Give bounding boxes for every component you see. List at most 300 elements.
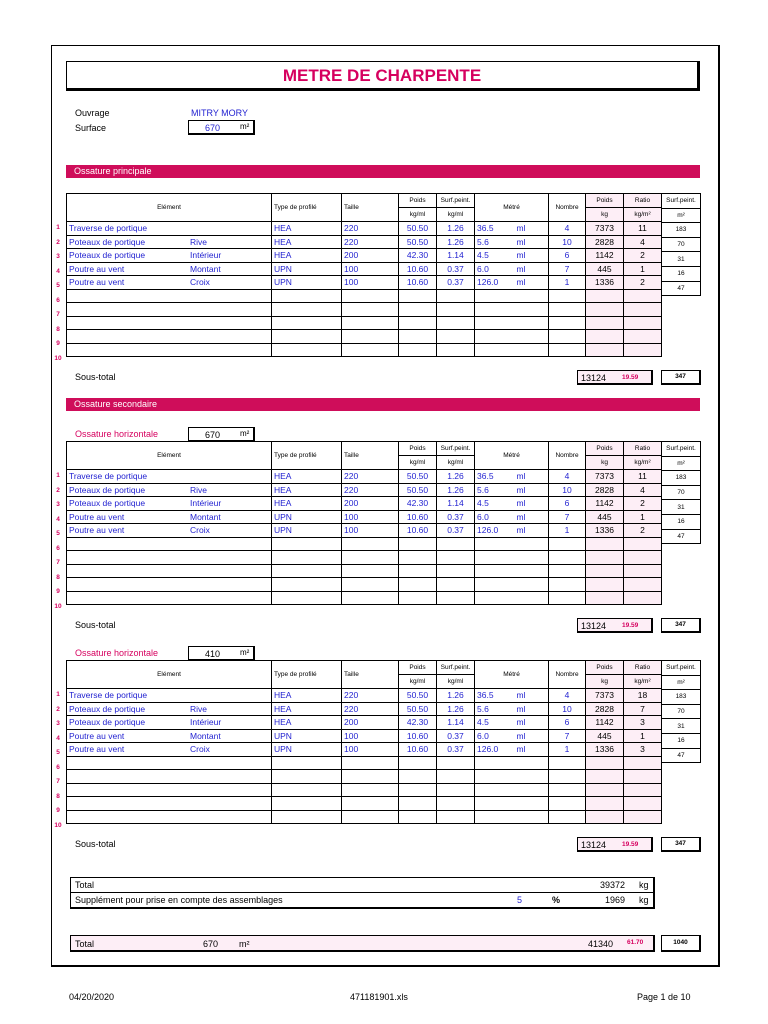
col-element: Elément bbox=[67, 661, 272, 689]
cell-element bbox=[67, 289, 272, 303]
cell-poids bbox=[399, 797, 437, 811]
cell-poids-kg: 2828 bbox=[586, 235, 624, 249]
col-ratio-unit: kg/m² bbox=[624, 208, 662, 222]
cell-metre bbox=[475, 316, 515, 330]
cell-metre: 5.6 bbox=[475, 483, 515, 497]
table-row bbox=[67, 289, 662, 303]
col-nombre: Nombre bbox=[549, 661, 586, 689]
cell-taille bbox=[342, 316, 399, 330]
ouvrage-value: MITRY MORY bbox=[191, 108, 249, 118]
subsection-label: Ossature horizontale bbox=[75, 429, 159, 439]
table-header-row bbox=[67, 442, 662, 456]
cell-ratio bbox=[624, 343, 662, 357]
cell-nombre: 10 bbox=[549, 235, 586, 249]
col-element: Elément bbox=[67, 194, 272, 222]
surf-peint-value: 16 bbox=[662, 733, 701, 748]
cell-metre-unit: ml bbox=[515, 262, 549, 276]
cell-element bbox=[67, 276, 272, 290]
cell-poids bbox=[399, 551, 437, 565]
cell-metre-unit: ml bbox=[515, 483, 549, 497]
cell-ratio bbox=[624, 810, 662, 824]
row-number: 3 bbox=[56, 720, 60, 727]
cell-metre: 126.0 bbox=[475, 524, 515, 538]
element-sub: Intérieur bbox=[190, 250, 222, 260]
cell-ratio: 3 bbox=[624, 743, 662, 757]
table-row bbox=[67, 276, 662, 290]
col-poids-kg: Poids bbox=[586, 194, 624, 208]
surf-peint-header: Surf.peint. bbox=[662, 661, 701, 676]
cell-poids-kg: 445 bbox=[586, 262, 624, 276]
element-sub: Intérieur bbox=[190, 498, 222, 508]
cell-poids bbox=[399, 564, 437, 578]
table-row bbox=[67, 591, 662, 605]
cell-metre-unit: ml bbox=[515, 276, 549, 290]
cell-poids bbox=[399, 770, 437, 784]
row-number: 5 bbox=[56, 530, 60, 537]
row-number: 2 bbox=[56, 705, 60, 713]
cell-poids bbox=[399, 810, 437, 824]
cell-element bbox=[67, 578, 272, 592]
col-ratio: Ratio bbox=[624, 661, 662, 675]
cell-nombre: 1 bbox=[549, 743, 586, 757]
cell-taille: 100 bbox=[342, 510, 399, 524]
row-number: 9 bbox=[56, 340, 60, 347]
cell-metre bbox=[475, 330, 515, 344]
cell-nombre bbox=[549, 578, 586, 592]
cell-type: HEA bbox=[272, 470, 342, 484]
element-sub: Croix bbox=[190, 525, 210, 535]
element-name: Poutre au vent bbox=[69, 277, 125, 288]
col-poids: Poids bbox=[399, 194, 437, 208]
surf-peint-value: 183 bbox=[662, 471, 701, 486]
cell-taille: 100 bbox=[342, 276, 399, 290]
cell-metre bbox=[475, 578, 515, 592]
cell-ratio: 2 bbox=[624, 276, 662, 290]
cell-metre bbox=[475, 303, 515, 317]
cell-nombre bbox=[549, 303, 586, 317]
cell-surf: 1.14 bbox=[437, 497, 475, 511]
subsection-surface-value: 410 bbox=[205, 649, 221, 659]
cell-metre-unit bbox=[515, 783, 549, 797]
cell-metre-unit bbox=[515, 797, 549, 811]
cell-poids-kg: 1336 bbox=[586, 276, 624, 290]
row-number: 10 bbox=[54, 354, 62, 362]
table-row bbox=[67, 578, 662, 592]
cell-metre: 36.5 bbox=[475, 689, 515, 703]
row-number: 9 bbox=[56, 588, 60, 595]
surf-peint-value: 47 bbox=[662, 748, 701, 763]
col-poids-unit: kg/ml bbox=[399, 675, 437, 689]
cell-ratio bbox=[624, 316, 662, 330]
cell-metre: 6.0 bbox=[475, 262, 515, 276]
element-name: Traverse de portique bbox=[69, 690, 148, 701]
footer-filename: 471181901.xls bbox=[350, 992, 408, 1002]
cell-type: UPN bbox=[272, 510, 342, 524]
cell-metre-unit: ml bbox=[515, 497, 549, 511]
row-number: 1 bbox=[56, 472, 60, 479]
cell-poids-kg: 1142 bbox=[586, 249, 624, 263]
col-type: Type de profilé bbox=[272, 661, 342, 689]
cell-ratio: 2 bbox=[624, 524, 662, 538]
cell-element bbox=[67, 716, 272, 730]
cell-type: UPN bbox=[272, 276, 342, 290]
cell-poids-kg bbox=[586, 591, 624, 605]
cell-element bbox=[67, 262, 272, 276]
col-surf-unit: kg/ml bbox=[437, 675, 475, 689]
cell-taille bbox=[342, 756, 399, 770]
table-row bbox=[67, 303, 662, 317]
row-number: 2 bbox=[56, 238, 60, 246]
cell-surf bbox=[437, 303, 475, 317]
section-bar: Ossature secondaire bbox=[66, 398, 700, 411]
surf-peint-header: Surf.peint. bbox=[662, 194, 701, 209]
cell-taille bbox=[342, 343, 399, 357]
row-number: 7 bbox=[56, 559, 60, 566]
cell-surf: 1.26 bbox=[437, 689, 475, 703]
subsection-surface-unit: m² bbox=[240, 429, 250, 438]
cell-taille bbox=[342, 770, 399, 784]
cell-element bbox=[67, 689, 272, 703]
cell-surf: 0.37 bbox=[437, 276, 475, 290]
cell-poids-kg: 445 bbox=[586, 510, 624, 524]
col-poids: Poids bbox=[399, 442, 437, 456]
table-row bbox=[67, 783, 662, 797]
col-metre: Métré bbox=[475, 442, 549, 470]
surf-peint-unit: m² bbox=[662, 456, 701, 471]
cell-surf bbox=[437, 783, 475, 797]
subsection-surface-value: 670 bbox=[205, 430, 221, 440]
cell-metre bbox=[475, 564, 515, 578]
row-number: 4 bbox=[56, 734, 60, 742]
surf-peint-unit: m² bbox=[662, 208, 701, 223]
cell-poids-kg: 1142 bbox=[586, 716, 624, 730]
row-number: 6 bbox=[56, 296, 60, 304]
grand-total-surf: 1040 bbox=[673, 939, 688, 946]
cell-poids: 10.60 bbox=[399, 743, 437, 757]
cell-ratio: 3 bbox=[624, 716, 662, 730]
cell-element bbox=[67, 743, 272, 757]
cell-taille bbox=[342, 591, 399, 605]
cell-surf bbox=[437, 756, 475, 770]
table-row bbox=[67, 470, 662, 484]
cell-metre-unit bbox=[515, 578, 549, 592]
cell-poids: 10.60 bbox=[399, 276, 437, 290]
row-number: 3 bbox=[56, 253, 60, 260]
row-number: 4 bbox=[56, 267, 60, 275]
cell-nombre bbox=[549, 797, 586, 811]
cell-taille: 100 bbox=[342, 729, 399, 743]
cell-ratio: 4 bbox=[624, 235, 662, 249]
cell-poids-kg: 2828 bbox=[586, 483, 624, 497]
cell-surf bbox=[437, 330, 475, 344]
element-name: Poteaux de portique bbox=[69, 717, 146, 728]
cell-poids: 50.50 bbox=[399, 235, 437, 249]
cell-poids-kg: 2828 bbox=[586, 702, 624, 716]
cell-taille bbox=[342, 551, 399, 565]
metre-table bbox=[66, 660, 662, 824]
cell-poids-kg bbox=[586, 756, 624, 770]
surf-peint-column bbox=[661, 193, 701, 296]
cell-surf bbox=[437, 564, 475, 578]
cell-nombre bbox=[549, 343, 586, 357]
cell-poids bbox=[399, 303, 437, 317]
cell-poids bbox=[399, 289, 437, 303]
cell-poids: 50.50 bbox=[399, 689, 437, 703]
sous-total-surf: 347 bbox=[675, 373, 686, 380]
surface-label: Surface bbox=[75, 123, 107, 133]
row-number: 6 bbox=[56, 763, 60, 771]
cell-ratio bbox=[624, 756, 662, 770]
table-header-row bbox=[67, 194, 662, 208]
cell-ratio bbox=[624, 578, 662, 592]
cell-taille: 100 bbox=[342, 743, 399, 757]
cell-element bbox=[67, 756, 272, 770]
cell-metre bbox=[475, 343, 515, 357]
table-row bbox=[67, 756, 662, 770]
col-nombre: Nombre bbox=[549, 194, 586, 222]
row-number: 3 bbox=[56, 501, 60, 508]
cell-taille: 220 bbox=[342, 222, 399, 236]
col-ratio-unit: kg/m² bbox=[624, 456, 662, 470]
cell-nombre bbox=[549, 783, 586, 797]
cell-element bbox=[67, 470, 272, 484]
cell-ratio bbox=[624, 303, 662, 317]
grand-total-ratio: 61.70 bbox=[627, 939, 644, 946]
cell-element bbox=[67, 497, 272, 511]
cell-metre-unit bbox=[515, 343, 549, 357]
cell-poids-kg: 7373 bbox=[586, 689, 624, 703]
cell-ratio: 7 bbox=[624, 702, 662, 716]
cell-metre-unit: ml bbox=[515, 702, 549, 716]
cell-poids bbox=[399, 330, 437, 344]
cell-metre bbox=[475, 591, 515, 605]
cell-taille: 200 bbox=[342, 497, 399, 511]
cell-type: UPN bbox=[272, 262, 342, 276]
cell-poids-kg bbox=[586, 797, 624, 811]
surf-peint-unit: m² bbox=[662, 675, 701, 690]
cell-surf: 0.37 bbox=[437, 510, 475, 524]
cell-poids: 42.30 bbox=[399, 497, 437, 511]
supplement-percent: 5 bbox=[517, 895, 523, 905]
cell-poids: 10.60 bbox=[399, 729, 437, 743]
cell-metre-unit: ml bbox=[515, 222, 549, 236]
cell-surf: 1.14 bbox=[437, 716, 475, 730]
cell-ratio: 18 bbox=[624, 689, 662, 703]
cell-poids: 42.30 bbox=[399, 716, 437, 730]
sous-total-ratio: 19.59 bbox=[622, 841, 639, 848]
element-name: Poutre au vent bbox=[69, 730, 125, 741]
cell-taille bbox=[342, 303, 399, 317]
grand-total-box bbox=[70, 935, 655, 952]
summary-total-label: Total bbox=[75, 880, 95, 890]
cell-metre bbox=[475, 810, 515, 824]
element-sub: Croix bbox=[190, 277, 210, 287]
cell-metre-unit bbox=[515, 551, 549, 565]
cell-type bbox=[272, 537, 342, 551]
cell-ratio: 1 bbox=[624, 262, 662, 276]
cell-surf: 0.37 bbox=[437, 524, 475, 538]
cell-taille bbox=[342, 289, 399, 303]
sous-total-kg: 13124 bbox=[581, 621, 607, 631]
cell-poids-kg bbox=[586, 316, 624, 330]
col-nombre: Nombre bbox=[549, 442, 586, 470]
cell-metre: 6.0 bbox=[475, 729, 515, 743]
cell-nombre bbox=[549, 551, 586, 565]
grand-total-surface-unit: m² bbox=[239, 939, 250, 949]
cell-poids-kg bbox=[586, 343, 624, 357]
col-taille: Taille bbox=[342, 661, 399, 689]
surf-peint-column bbox=[661, 441, 701, 544]
cell-metre-unit: ml bbox=[515, 743, 549, 757]
cell-ratio bbox=[624, 289, 662, 303]
cell-element bbox=[67, 330, 272, 344]
cell-poids-kg bbox=[586, 289, 624, 303]
surf-peint-value: 183 bbox=[662, 690, 701, 705]
cell-element bbox=[67, 510, 272, 524]
table-row bbox=[67, 810, 662, 824]
element-name: Poutre au vent bbox=[69, 525, 125, 536]
supplement-percent-sign: % bbox=[552, 895, 561, 905]
element-sub: Montant bbox=[190, 263, 221, 274]
cell-surf bbox=[437, 770, 475, 784]
cell-poids bbox=[399, 578, 437, 592]
cell-taille: 220 bbox=[342, 702, 399, 716]
element-name: Poteaux de portique bbox=[69, 250, 146, 261]
surf-peint-value: 47 bbox=[662, 281, 701, 296]
cell-poids bbox=[399, 756, 437, 770]
cell-nombre bbox=[549, 564, 586, 578]
cell-metre-unit bbox=[515, 330, 549, 344]
cell-poids-kg bbox=[586, 303, 624, 317]
col-surf: Surf.peint. bbox=[437, 442, 475, 456]
cell-nombre: 6 bbox=[549, 249, 586, 263]
cell-poids: 50.50 bbox=[399, 470, 437, 484]
supplement-kg: 1969 bbox=[604, 895, 625, 905]
cell-element bbox=[67, 702, 272, 716]
cell-poids bbox=[399, 343, 437, 357]
col-surf-unit: kg/ml bbox=[437, 208, 475, 222]
cell-metre-unit: ml bbox=[515, 470, 549, 484]
sous-total-surf: 347 bbox=[675, 621, 686, 628]
cell-type: HEA bbox=[272, 235, 342, 249]
surface-value: 670 bbox=[205, 123, 221, 133]
cell-taille: 220 bbox=[342, 689, 399, 703]
row-number: 10 bbox=[54, 602, 62, 610]
cell-poids bbox=[399, 783, 437, 797]
cell-type: HEA bbox=[272, 716, 342, 730]
col-poids-kg-unit: kg bbox=[586, 208, 624, 222]
cell-ratio: 1 bbox=[624, 729, 662, 743]
cell-ratio: 11 bbox=[624, 470, 662, 484]
cell-poids: 50.50 bbox=[399, 222, 437, 236]
cell-metre: 4.5 bbox=[475, 249, 515, 263]
footer-page-number: Page 1 de 10 bbox=[637, 992, 691, 1002]
cell-metre-unit bbox=[515, 303, 549, 317]
col-surf: Surf.peint. bbox=[437, 661, 475, 675]
cell-surf: 1.14 bbox=[437, 249, 475, 263]
table-row bbox=[67, 537, 662, 551]
row-number: 8 bbox=[56, 325, 60, 333]
cell-element bbox=[67, 564, 272, 578]
cell-taille: 200 bbox=[342, 249, 399, 263]
cell-element bbox=[67, 249, 272, 263]
cell-nombre bbox=[549, 770, 586, 784]
element-sub: Croix bbox=[190, 744, 210, 754]
sous-total-label: Sous-total bbox=[75, 620, 116, 630]
cell-nombre: 7 bbox=[549, 510, 586, 524]
table-row bbox=[67, 222, 662, 236]
cell-surf: 1.26 bbox=[437, 235, 475, 249]
cell-metre-unit bbox=[515, 591, 549, 605]
col-ratio-unit: kg/m² bbox=[624, 675, 662, 689]
cell-metre-unit bbox=[515, 810, 549, 824]
cell-ratio bbox=[624, 783, 662, 797]
cell-poids-kg bbox=[586, 578, 624, 592]
sous-total-label: Sous-total bbox=[75, 839, 116, 849]
table-row bbox=[67, 716, 662, 730]
surf-peint-value: 70 bbox=[662, 485, 701, 500]
cell-metre bbox=[475, 289, 515, 303]
cell-metre bbox=[475, 783, 515, 797]
cell-type bbox=[272, 783, 342, 797]
cell-surf bbox=[437, 591, 475, 605]
section-bar: Ossature principale bbox=[66, 165, 700, 178]
cell-surf bbox=[437, 316, 475, 330]
col-poids: Poids bbox=[399, 661, 437, 675]
cell-surf: 1.26 bbox=[437, 483, 475, 497]
col-poids-kg: Poids bbox=[586, 442, 624, 456]
cell-element bbox=[67, 524, 272, 538]
table-row bbox=[67, 743, 662, 757]
col-poids-kg: Poids bbox=[586, 661, 624, 675]
cell-nombre: 6 bbox=[549, 716, 586, 730]
cell-surf: 1.26 bbox=[437, 222, 475, 236]
col-poids-unit: kg/ml bbox=[399, 456, 437, 470]
cell-poids-kg: 1142 bbox=[586, 497, 624, 511]
cell-poids: 42.30 bbox=[399, 249, 437, 263]
cell-ratio bbox=[624, 564, 662, 578]
cell-element bbox=[67, 316, 272, 330]
summary-total-kg: 39372 bbox=[599, 880, 625, 890]
cell-nombre: 1 bbox=[549, 524, 586, 538]
summary-divider bbox=[71, 892, 654, 893]
cell-ratio bbox=[624, 551, 662, 565]
summary-total-unit: kg bbox=[639, 880, 649, 890]
sous-total-box bbox=[577, 837, 653, 852]
cell-type bbox=[272, 591, 342, 605]
row-number: 2 bbox=[56, 486, 60, 494]
cell-type bbox=[272, 343, 342, 357]
cell-element bbox=[67, 483, 272, 497]
cell-type bbox=[272, 303, 342, 317]
cell-metre-unit: ml bbox=[515, 249, 549, 263]
cell-metre bbox=[475, 797, 515, 811]
cell-type bbox=[272, 564, 342, 578]
cell-type: HEA bbox=[272, 249, 342, 263]
cell-poids-kg bbox=[586, 564, 624, 578]
cell-element bbox=[67, 235, 272, 249]
cell-taille bbox=[342, 578, 399, 592]
cell-ratio: 2 bbox=[624, 249, 662, 263]
table-row bbox=[67, 770, 662, 784]
sous-total-ratio: 19.59 bbox=[622, 622, 639, 629]
col-poids-unit: kg/ml bbox=[399, 208, 437, 222]
cell-surf bbox=[437, 289, 475, 303]
sous-total-surf-box bbox=[661, 370, 701, 385]
table-row bbox=[67, 524, 662, 538]
cell-ratio: 4 bbox=[624, 483, 662, 497]
cell-taille bbox=[342, 783, 399, 797]
